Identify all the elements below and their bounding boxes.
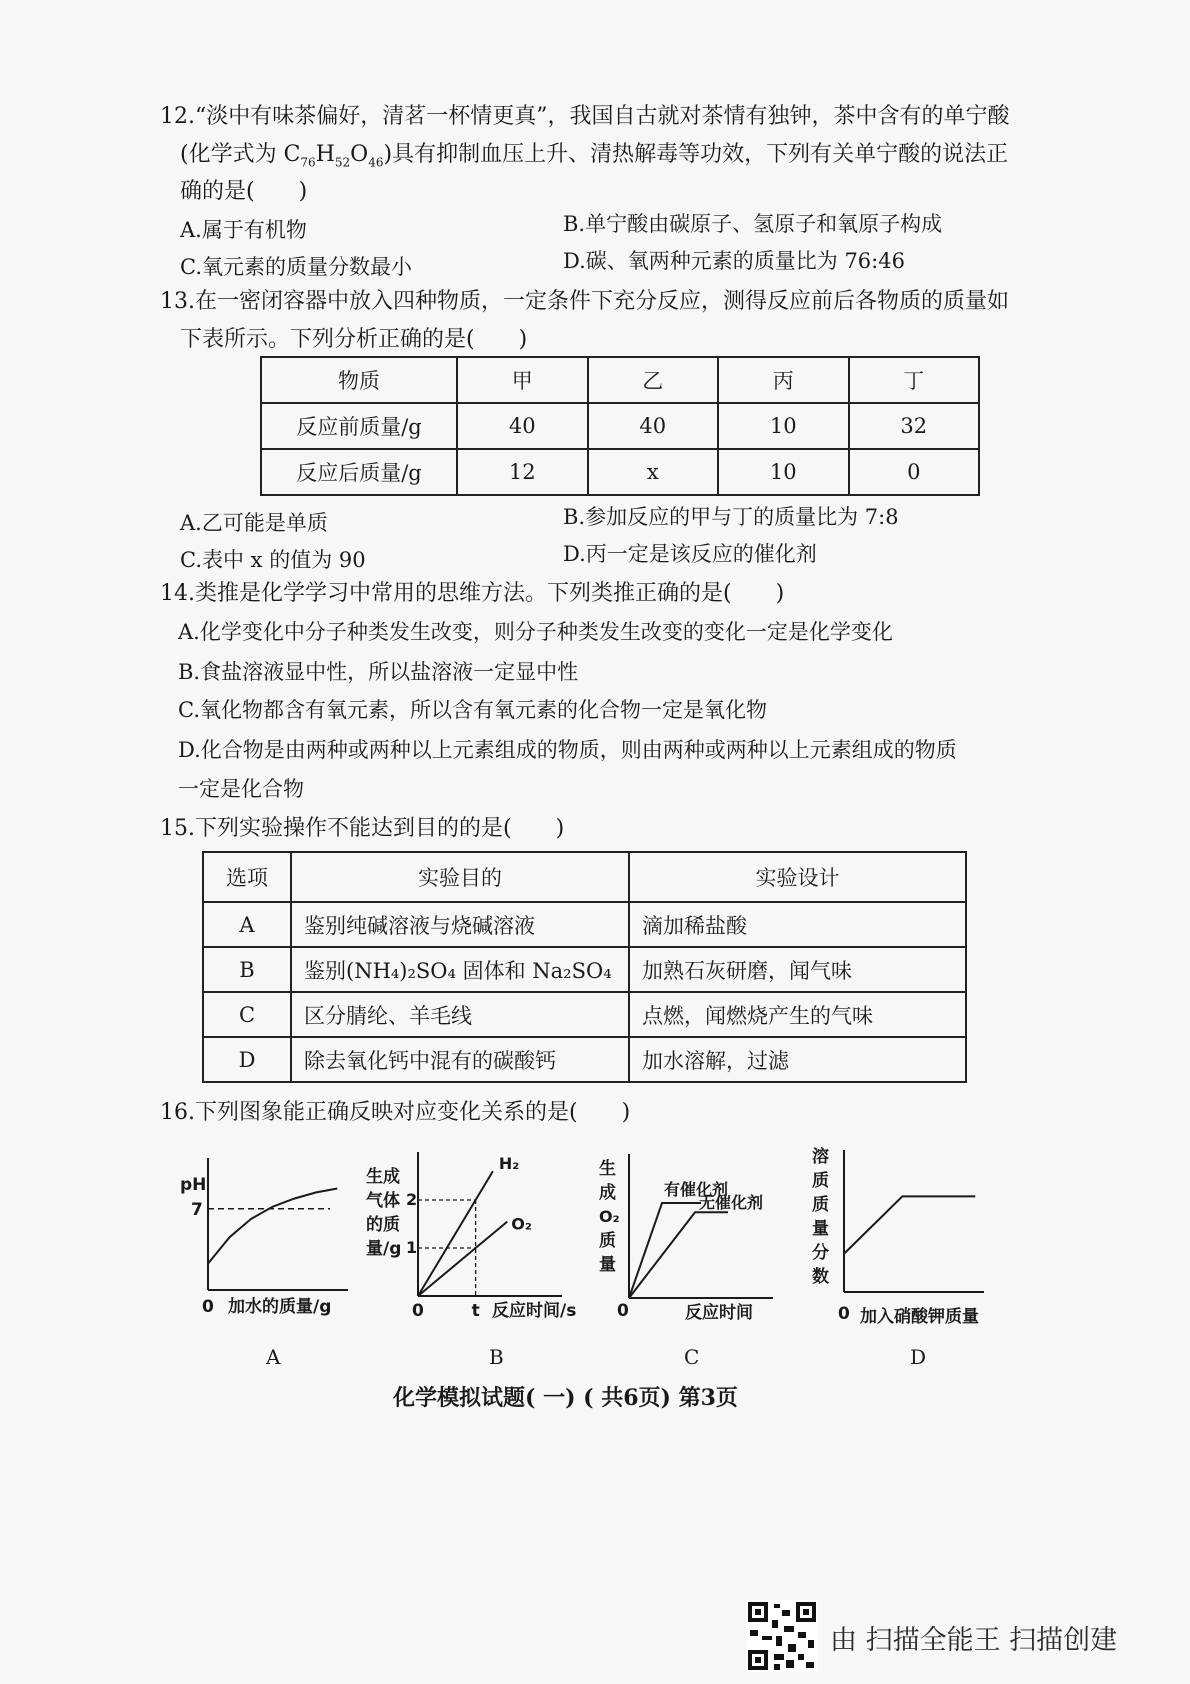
chart-a-xlabel: 加水的质量/g — [228, 1297, 332, 1317]
q12-option-b: B.单宁酸由碳原子、氢原子和氧原子构成 — [563, 212, 943, 236]
chart-b-caption: B — [489, 1345, 504, 1369]
chart-a-series-line — [208, 1188, 337, 1263]
q13-line2: 下表所示。下列分析正确的是( ) — [180, 327, 528, 352]
q14-option-d-line1: D.化合物是由两种或两种以上元素组成的物质，则由两种或两种以上元素组成的物质 — [178, 738, 957, 762]
table-cell: 反应前质量/g — [261, 403, 457, 449]
chart-b-xtick: t — [471, 1301, 480, 1321]
chart-d-ylabel-3: 质 — [812, 1195, 829, 1215]
table-row — [203, 992, 966, 1037]
table-cell: 40 — [588, 403, 719, 449]
table-cell: 区分腈纶、羊毛线 — [291, 992, 629, 1037]
chart-d-origin: 0 — [838, 1304, 850, 1324]
q14-stem: 14.类推是化学学习中常用的思维方法。下列类推正确的是( ) — [160, 581, 785, 606]
chart-d-ylabel-4: 量 — [812, 1219, 829, 1239]
page-footer: 化学模拟试题( 一) ( 共6页) 第3页 — [393, 1385, 738, 1411]
table-cell: 10 — [718, 449, 849, 495]
q12-option-a: A.属于有机物 — [180, 218, 307, 242]
chart-a-ylabel: pH — [180, 1175, 207, 1195]
chart-d-caption: D — [910, 1345, 927, 1369]
table-cell: 32 — [849, 403, 980, 449]
table-cell: 加水溶解，过滤 — [629, 1037, 966, 1082]
chart-b-ylabel-3: 的质 — [366, 1215, 400, 1235]
q15-experiment-table — [202, 851, 967, 1083]
table-cell: x — [588, 449, 719, 495]
chart-c-ylabel-5: 量 — [599, 1255, 616, 1275]
table-cell: 物质 — [261, 357, 457, 403]
q12-line1: 12.“淡中有味茶偏好，清茗一杯情更真”，我国自古就对茶情有独钟，茶中含有的单宁酸 — [160, 104, 1010, 129]
table-row — [261, 449, 979, 495]
table-row — [203, 902, 966, 947]
q16-stem: 16.下列图象能正确反映对应变化关系的是( ) — [160, 1100, 631, 1125]
scan-watermark: 由 扫描全能王 扫描创建 — [830, 1625, 1118, 1656]
chart-b-ylabel-1: 生成 — [366, 1167, 400, 1187]
chart-c — [597, 1150, 797, 1325]
qr-code — [746, 1600, 818, 1672]
table-cell: C — [203, 992, 291, 1037]
chart-b-series-o2 — [418, 1222, 507, 1296]
chart-c-ylabel-2: 成 — [599, 1183, 616, 1203]
table-cell: 甲 — [457, 357, 588, 403]
chart-b-xlabel: 反应时间/s — [492, 1301, 577, 1321]
table-row — [261, 403, 979, 449]
q13-line1: 13.在一密闭容器中放入四种物质，一定条件下充分反应，测得反应前后各物质的质量如 — [160, 289, 1009, 314]
chart-b-ytick-2: 2 — [406, 1190, 418, 1209]
table-cell: 40 — [457, 403, 588, 449]
chart-c-origin: 0 — [617, 1301, 629, 1321]
chart-b-series-h2 — [418, 1171, 493, 1296]
table-cell: 滴加稀盐酸 — [629, 902, 966, 947]
q14-option-a: A.化学变化中分子种类发生改变，则分子种类发生改变的变化一定是化学变化 — [178, 620, 893, 644]
table-row — [203, 1037, 966, 1082]
chart-b-series-label-h2: H₂ — [498, 1154, 520, 1174]
table-cell: 0 — [849, 449, 980, 495]
table-cell: B — [203, 947, 291, 992]
q14-option-b: B.食盐溶液显中性，所以盐溶液一定显中性 — [178, 660, 579, 684]
q13-option-d: D.丙一定是该反应的催化剂 — [563, 542, 817, 566]
table-cell: 12 — [457, 449, 588, 495]
chart-d — [810, 1142, 1010, 1327]
q13-mass-table — [260, 356, 980, 496]
chart-a-origin: 0 — [202, 1297, 214, 1317]
chart-b-ylabel-2: 气体 — [366, 1191, 400, 1211]
table-cell: 加熟石灰研磨，闻气味 — [629, 947, 966, 992]
chart-c-ylabel-3: O₂ — [599, 1207, 620, 1226]
table-cell: 丙 — [718, 357, 849, 403]
table-cell: 选项 — [203, 852, 291, 902]
table-cell: 反应后质量/g — [261, 449, 457, 495]
chart-a — [178, 1150, 358, 1325]
chart-b-ytick-1: 1 — [406, 1238, 418, 1257]
chart-b — [362, 1150, 602, 1325]
table-cell: 乙 — [588, 357, 719, 403]
chart-b-series-label-o2: O₂ — [511, 1214, 532, 1234]
chart-c-ylabel-1: 生 — [599, 1159, 616, 1179]
chart-b-svg — [362, 1150, 602, 1325]
chart-c-svg — [597, 1150, 797, 1325]
q13-option-b: B.参加反应的甲与丁的质量比为 7:8 — [563, 505, 899, 529]
table-cell: 点燃，闻燃烧产生的气味 — [629, 992, 966, 1037]
chart-d-ylabel-5: 分 — [812, 1243, 829, 1263]
q12-line3: 确的是( ) — [180, 179, 308, 204]
q12-line2: (化学式为 $C_{76}H_{52}O_{46}$)具有抑制血压上升、清热解毒等功效，下列有关单宁酸的说法正 — [180, 142, 1009, 170]
table-header-row — [203, 852, 966, 902]
chart-d-ylabel-1: 溶 — [812, 1147, 829, 1167]
q14-option-c: C.氧化物都含有氧元素，所以含有氧元素的化合物一定是氧化物 — [178, 698, 767, 722]
table-cell: 实验目的 — [291, 852, 629, 902]
chart-d-ylabel-2: 质 — [812, 1171, 829, 1191]
table-cell: 丁 — [849, 357, 980, 403]
table-cell: 实验设计 — [629, 852, 966, 902]
chart-a-svg — [178, 1150, 358, 1325]
chart-c-series-label-catalyst: 有催化剂 — [664, 1180, 729, 1200]
q12-option-c: C.氧元素的质量分数最小 — [180, 255, 412, 279]
q13-option-c: C.表中 x 的值为 90 — [180, 548, 366, 572]
table-cell: 鉴别纯碱溶液与烧碱溶液 — [291, 902, 629, 947]
chart-d-ylabel-6: 数 — [812, 1267, 829, 1287]
chart-d-svg — [810, 1142, 1010, 1327]
chart-b-ylabel-4: 量/g — [366, 1239, 402, 1259]
q13-option-a: A.乙可能是单质 — [180, 511, 328, 535]
q14-option-d-line2: 一定是化合物 — [178, 777, 304, 801]
table-cell: 鉴别(NH₄)₂SO₄ 固体和 Na₂SO₄ — [291, 947, 629, 992]
q12-option-d: D.碳、氧两种元素的质量比为 76:46 — [563, 249, 905, 273]
q15-stem: 15.下列实验操作不能达到目的的是( ) — [160, 816, 565, 841]
chart-a-ytick: 7 — [191, 1199, 203, 1220]
chart-d-xlabel: 加入硝酸钾质量 — [860, 1307, 979, 1327]
chart-c-series-label-no-catalyst: 无催化剂 — [699, 1193, 764, 1213]
chart-c-caption: C — [684, 1345, 700, 1369]
table-cell: 除去氧化钙中混有的碳酸钙 — [291, 1037, 629, 1082]
chart-c-ylabel-4: 质 — [599, 1231, 616, 1251]
chart-c-xlabel: 反应时间 — [685, 1303, 753, 1323]
chart-a-caption: A — [266, 1345, 281, 1369]
table-cell: D — [203, 1037, 291, 1082]
chart-d-series-line — [844, 1196, 975, 1253]
chart-b-origin: 0 — [412, 1301, 424, 1321]
table-cell: 10 — [718, 403, 849, 449]
table-header-row — [261, 357, 979, 403]
table-row — [203, 947, 966, 992]
table-cell: A — [203, 902, 291, 947]
